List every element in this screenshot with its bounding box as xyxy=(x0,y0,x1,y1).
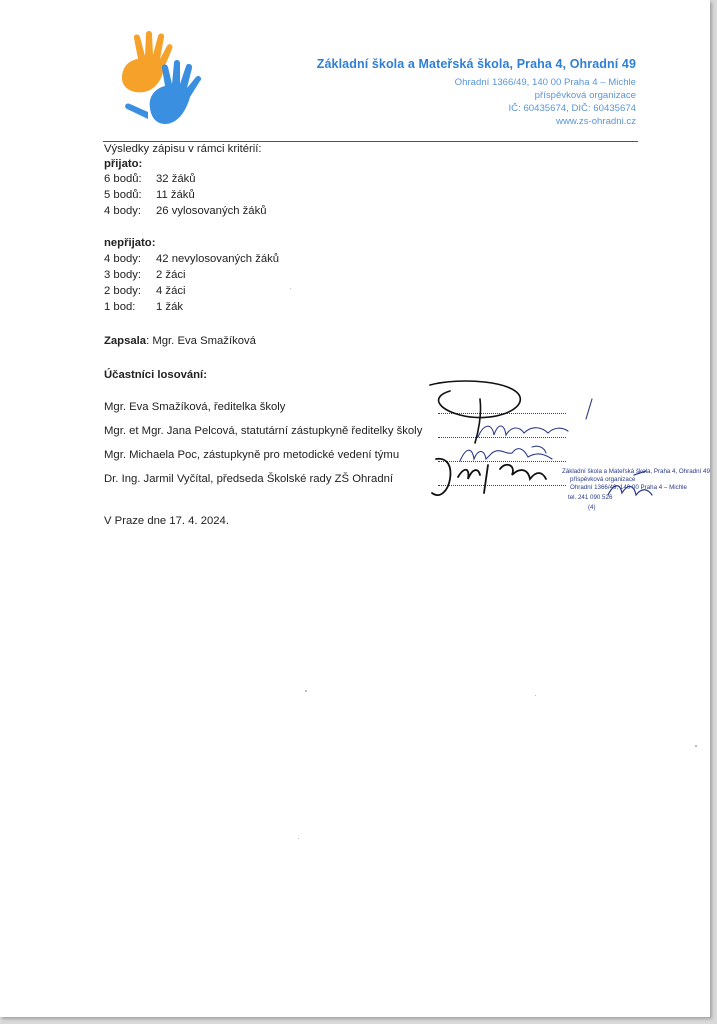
signature-vycital xyxy=(432,459,546,495)
stamp-line-2: příspěvková organizace xyxy=(570,476,636,483)
school-web-link[interactable]: www.zs-ohradni.cz xyxy=(556,116,636,127)
results-intro: Výsledky zápisu v rámci kritérií: xyxy=(104,143,262,155)
signature-pelcova xyxy=(478,399,592,437)
rejected-heading: nepřijato: xyxy=(104,237,156,249)
recorder-line xyxy=(104,335,256,347)
rejected-row xyxy=(104,269,186,281)
school-org-type: příspěvková organizace xyxy=(534,90,636,101)
row-value: 32 žáků xyxy=(156,173,196,185)
participant-item: Mgr. Eva Smažíková, ředitelka školy xyxy=(104,401,286,413)
scan-speck xyxy=(535,695,536,696)
stamp-line-3: Ohradní 1366/49, 140 00 Praha 4 – Michle xyxy=(570,484,687,491)
date-line: V Praze dne 17. 4. 2024. xyxy=(104,515,229,527)
school-address: Ohradní 1366/49, 140 00 Praha 4 – Michle xyxy=(454,77,636,88)
scan-speck xyxy=(290,288,291,289)
row-label: 5 bodů: xyxy=(104,189,142,201)
accepted-row xyxy=(104,173,196,185)
stamp-line-1: Základní škola a Mateřská škola, Praha 4, Ohradní 49 xyxy=(562,468,710,475)
row-label: 4 body: xyxy=(104,253,142,265)
row-value: 26 vylosovaných žáků xyxy=(156,205,267,217)
scan-speck xyxy=(305,690,307,692)
rejected-row xyxy=(104,285,186,297)
school-name: Základní škola a Mateřská škola, Praha 4, Ohradní 49 xyxy=(316,57,636,71)
row-label: 1 bod: xyxy=(104,301,136,313)
stamp-line-5: (4) xyxy=(588,504,596,511)
accepted-row xyxy=(104,205,267,217)
accepted-row xyxy=(104,189,195,201)
school-ids: IČ: 60435674, DIČ: 60435674 xyxy=(508,103,636,114)
row-value: 2 žáci xyxy=(156,269,186,281)
stamp-line-4: tel. 241 090 526 xyxy=(568,494,613,501)
recorder-label: Zapsala xyxy=(104,335,147,347)
rejected-row xyxy=(104,253,279,265)
row-label: 3 body: xyxy=(104,269,142,281)
recorder-name: : Mgr. Eva Smažíková xyxy=(146,335,256,347)
accepted-heading: přijato: xyxy=(104,158,143,170)
hands-logo xyxy=(108,32,212,132)
row-value: 4 žáci xyxy=(156,285,186,297)
row-value: 42 nevylosovaných žáků xyxy=(156,253,280,265)
scan-speck xyxy=(695,745,697,747)
row-label: 4 body: xyxy=(104,205,142,217)
rejected-row xyxy=(104,301,183,313)
signatures-and-stamp xyxy=(420,375,710,525)
row-value: 1 žák xyxy=(156,301,184,313)
participant-item: Mgr. et Mgr. Jana Pelcová, statutární zástupkyně ředitelky školy xyxy=(104,425,423,437)
participant-item: Dr. Ing. Jarmil Vyčítal, předseda Školské rady ZŠ Ohradní xyxy=(104,473,394,485)
participant-item: Mgr. Michaela Poc, zástupkyně pro metodické vedení týmu xyxy=(104,449,400,461)
signature-poc xyxy=(460,446,552,461)
row-label: 2 body: xyxy=(104,285,142,297)
participants-heading: Účastníci losování: xyxy=(104,369,207,381)
row-value: 11 žáků xyxy=(156,189,195,201)
row-label: 6 bodů: xyxy=(104,173,142,185)
header-divider xyxy=(103,141,638,142)
scan-speck xyxy=(298,838,299,839)
school-header xyxy=(317,57,636,128)
